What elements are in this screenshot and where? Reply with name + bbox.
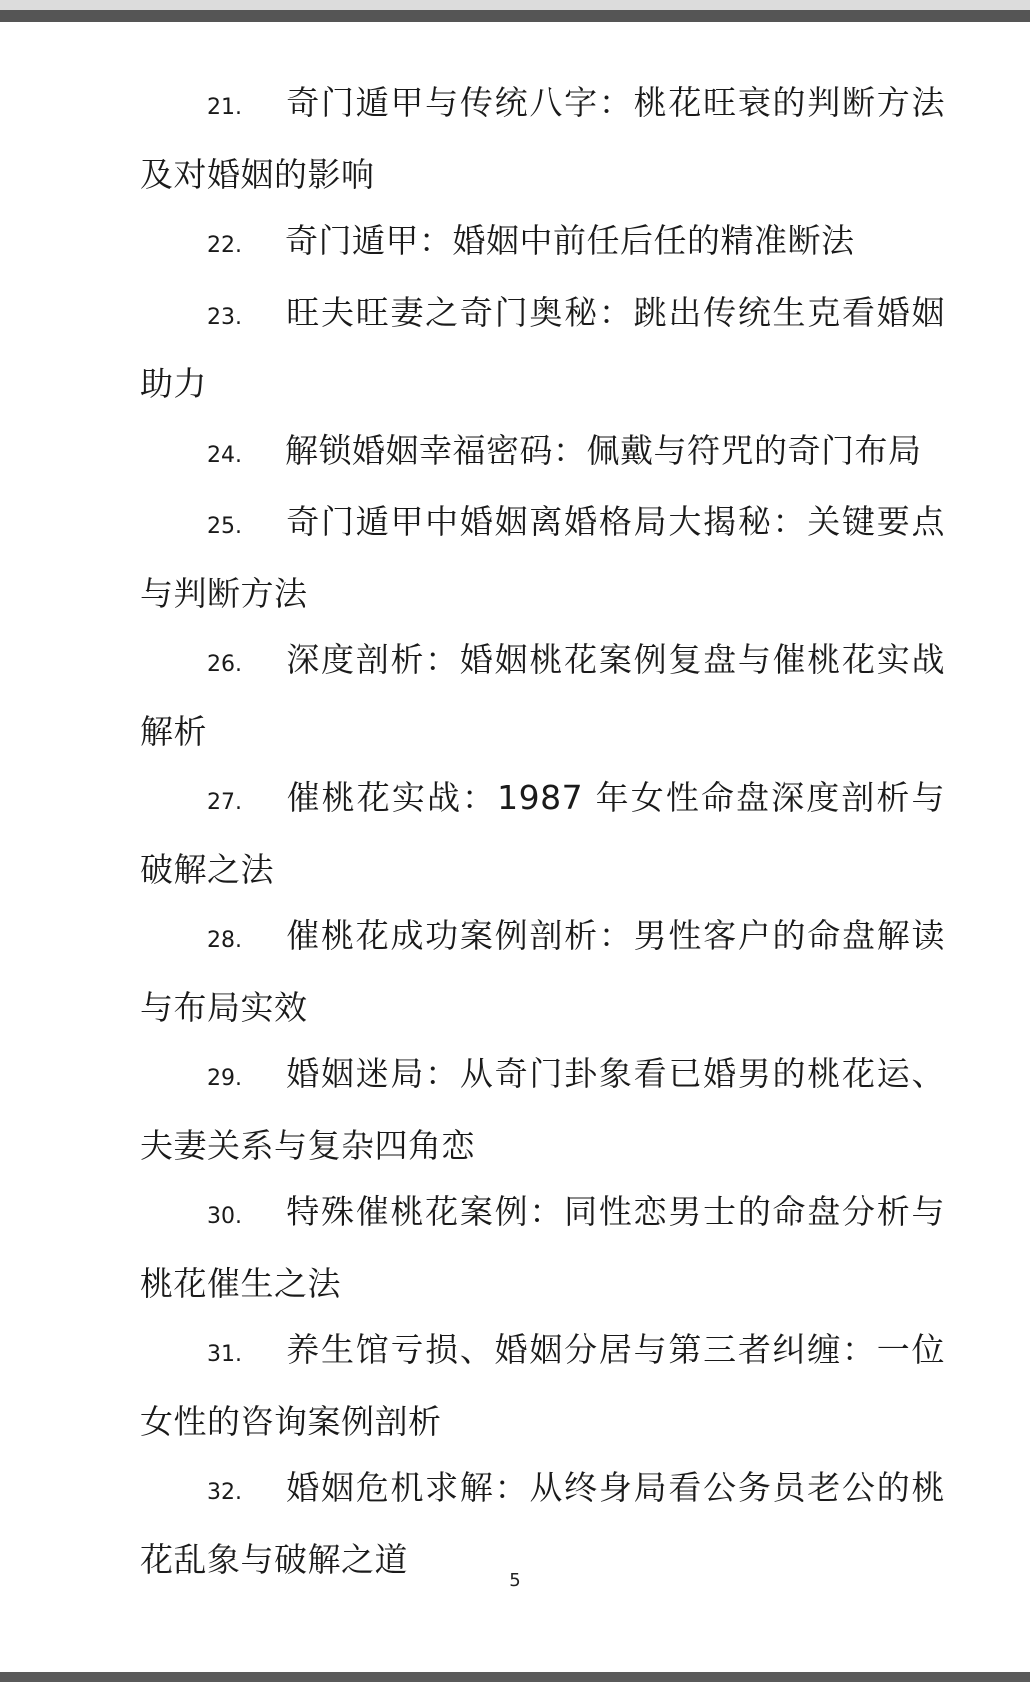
toc-entry [140, 627, 945, 765]
toc-entry [140, 1317, 945, 1455]
toc-entry-title: 特殊催桃花案例：同性恋男士的命盘分析与桃花催生之法 [140, 1192, 945, 1303]
toc-entry-title: 奇门遁甲中婚姻离婚格局大揭秘：关键要点与判断方法 [140, 502, 945, 613]
viewer-bottom-rule [0, 1672, 1030, 1682]
toc-entry [140, 903, 945, 1041]
toc-entry-title: 奇门遁甲：婚姻中前任后任的精准断法 [285, 221, 855, 260]
viewer-top-bar [0, 0, 1030, 10]
toc-entry-title: 养生馆亏损、婚姻分居与第三者纠缠：一位女性的咨询案例剖析 [140, 1330, 945, 1441]
toc-entry-number: 23. [207, 304, 242, 330]
toc-entry-number: 26. [207, 652, 242, 677]
toc-entry-title: 婚姻危机求解：从终身局看公务员老公的桃花乱象与破解之道 [140, 1468, 945, 1579]
table-of-contents [140, 70, 945, 1593]
toc-entry-number: 30. [207, 1204, 242, 1229]
toc-entry [140, 765, 945, 903]
toc-entry [140, 489, 945, 627]
toc-entry [140, 208, 945, 280]
toc-entry [140, 1041, 945, 1179]
toc-entry-title: 深度剖析：婚姻桃花案例复盘与催桃花实战解析 [140, 640, 945, 751]
toc-entry-number: 24. [207, 442, 242, 468]
toc-entry-number: 31. [207, 1342, 242, 1367]
toc-entry-number: 21. [207, 95, 242, 120]
toc-entry-title: 催桃花成功案例剖析：男性客户的命盘解读与布局实效 [140, 916, 945, 1027]
toc-entry-title: 奇门遁甲与传统八字：桃花旺衰的判断方法及对婚姻的影响 [140, 83, 945, 194]
toc-entry [140, 70, 945, 208]
toc-entry-number: 22. [207, 233, 242, 258]
toc-entry-title: 解锁婚姻幸福密码：佩戴与符咒的奇门布局 [285, 430, 922, 470]
page-number: 5 [509, 1570, 521, 1591]
toc-entry-number: 29. [207, 1066, 242, 1091]
document-page [0, 22, 1030, 1672]
toc-entry-number: 28. [207, 928, 242, 953]
toc-entry [140, 280, 945, 418]
toc-entry-number: 27. [207, 790, 242, 815]
toc-entry-number: 32. [207, 1480, 242, 1505]
toc-entry [140, 1179, 945, 1317]
toc-entry-title: 催桃花实战：1987 年女性命盘深度剖析与破解之法 [140, 778, 945, 889]
toc-entry-title: 婚姻迷局：从奇门卦象看已婚男的桃花运、夫妻关系与复杂四角恋 [140, 1054, 945, 1165]
toc-entry-title: 旺夫旺妻之奇门奥秘：跳出传统生克看婚姻助力 [140, 292, 945, 403]
viewer-top-rule [0, 10, 1030, 22]
toc-entry-number: 25. [207, 514, 242, 539]
toc-entry [140, 418, 945, 490]
